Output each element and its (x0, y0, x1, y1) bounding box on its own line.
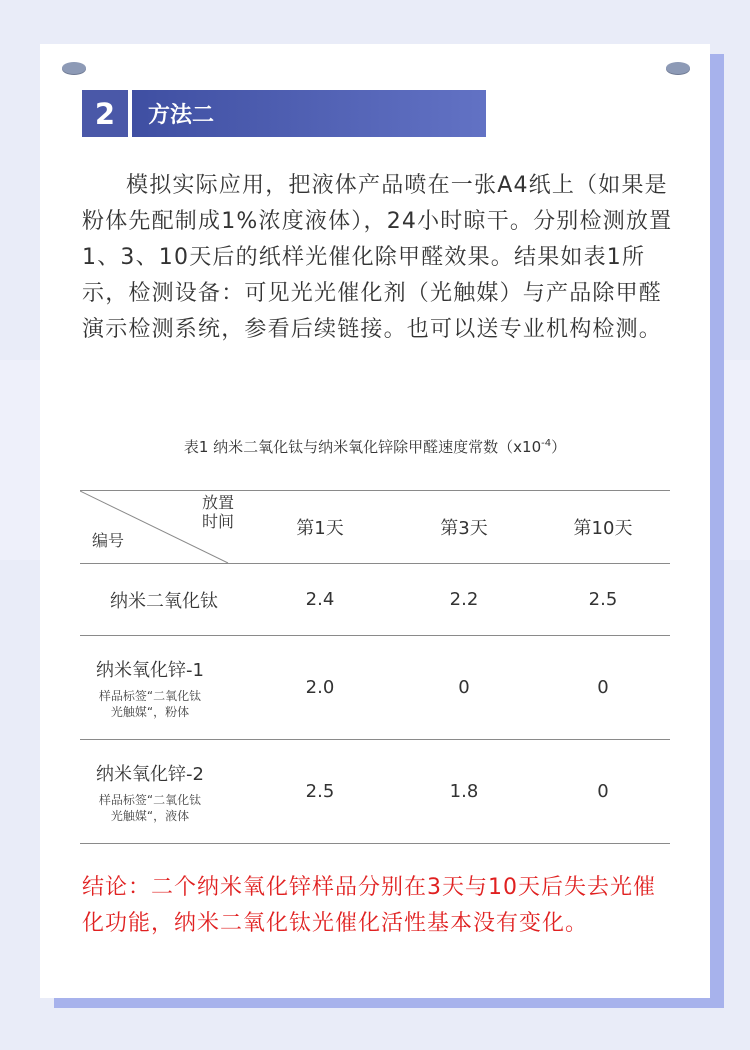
table-cell: 2.2 (392, 564, 536, 636)
body-paragraph: 模拟实际应用，把液体产品喷在一张A4纸上（如果是粉体先配制成1%浓度液体），24小时晾干。分别检测放置1、3、10天后的纸样光催化除甲醛效果。结果如表1所示，检测设备：可见光光催化剂（光触媒）与产品除甲醛演示检测系统，参看后续链接。也可以送专业机构检测。 (82, 173, 673, 342)
section-number: 2 (82, 90, 128, 137)
caption-text: 表1 纳米二氧化钛与纳米氧化锌除甲醛速度常数（x10 (183, 438, 542, 456)
table-cell: 2.0 (248, 636, 392, 740)
table-cell: 2.5 (248, 740, 392, 844)
table-caption (80, 436, 670, 457)
row-note-line-1: 样品标签“二氧化钛 (98, 792, 202, 807)
table-row (80, 564, 670, 636)
header-corner-cell (80, 491, 248, 564)
section-title: 方法二 (132, 90, 486, 137)
corner-bottom-label: 编号 (92, 531, 125, 550)
row-name-cell (80, 636, 248, 740)
caption-exponent: -4 (541, 438, 552, 449)
column-header-day1: 第1天 (248, 491, 392, 564)
row-name: 纳米氧化锌-2 (96, 763, 204, 785)
table-cell: 0 (392, 636, 536, 740)
table-cell: 2.5 (536, 564, 670, 636)
conclusion-text: 结论：二个纳米氧化锌样品分别在3天与10天后失去光催化功能，纳米二氧化钛光催化活性基本没有变化。 (82, 875, 656, 936)
row-note-line-2: 光触媒“，液体 (110, 808, 190, 823)
corner-top-line-2: 时间 (201, 512, 234, 531)
pin-icon (666, 62, 690, 74)
table-cell: 2.4 (248, 564, 392, 636)
row-note (80, 792, 220, 824)
section-header (82, 90, 486, 137)
table-row (80, 636, 670, 740)
corner-top-line-1: 放置 (201, 493, 234, 512)
row-name-cell (80, 564, 248, 636)
pin-icon (62, 62, 86, 74)
row-name: 纳米二氧化钛 (110, 590, 218, 612)
row-name-cell (80, 740, 248, 844)
table-cell: 0 (536, 740, 670, 844)
column-header-day3: 第3天 (392, 491, 536, 564)
column-header-day10: 第10天 (536, 491, 670, 564)
row-note-line-2: 光触媒“，粉体 (110, 704, 190, 719)
table-row (80, 740, 670, 844)
table-header-row (80, 491, 670, 564)
row-note (80, 688, 220, 720)
caption-close: ） (551, 438, 567, 456)
row-note-line-1: 样品标签“二氧化钛 (98, 688, 202, 703)
table-cell: 1.8 (392, 740, 536, 844)
results-table (80, 490, 670, 844)
corner-top-label (188, 493, 248, 531)
row-name: 纳米氧化锌-1 (96, 659, 204, 681)
content-card (40, 44, 710, 998)
table-cell: 0 (536, 636, 670, 740)
